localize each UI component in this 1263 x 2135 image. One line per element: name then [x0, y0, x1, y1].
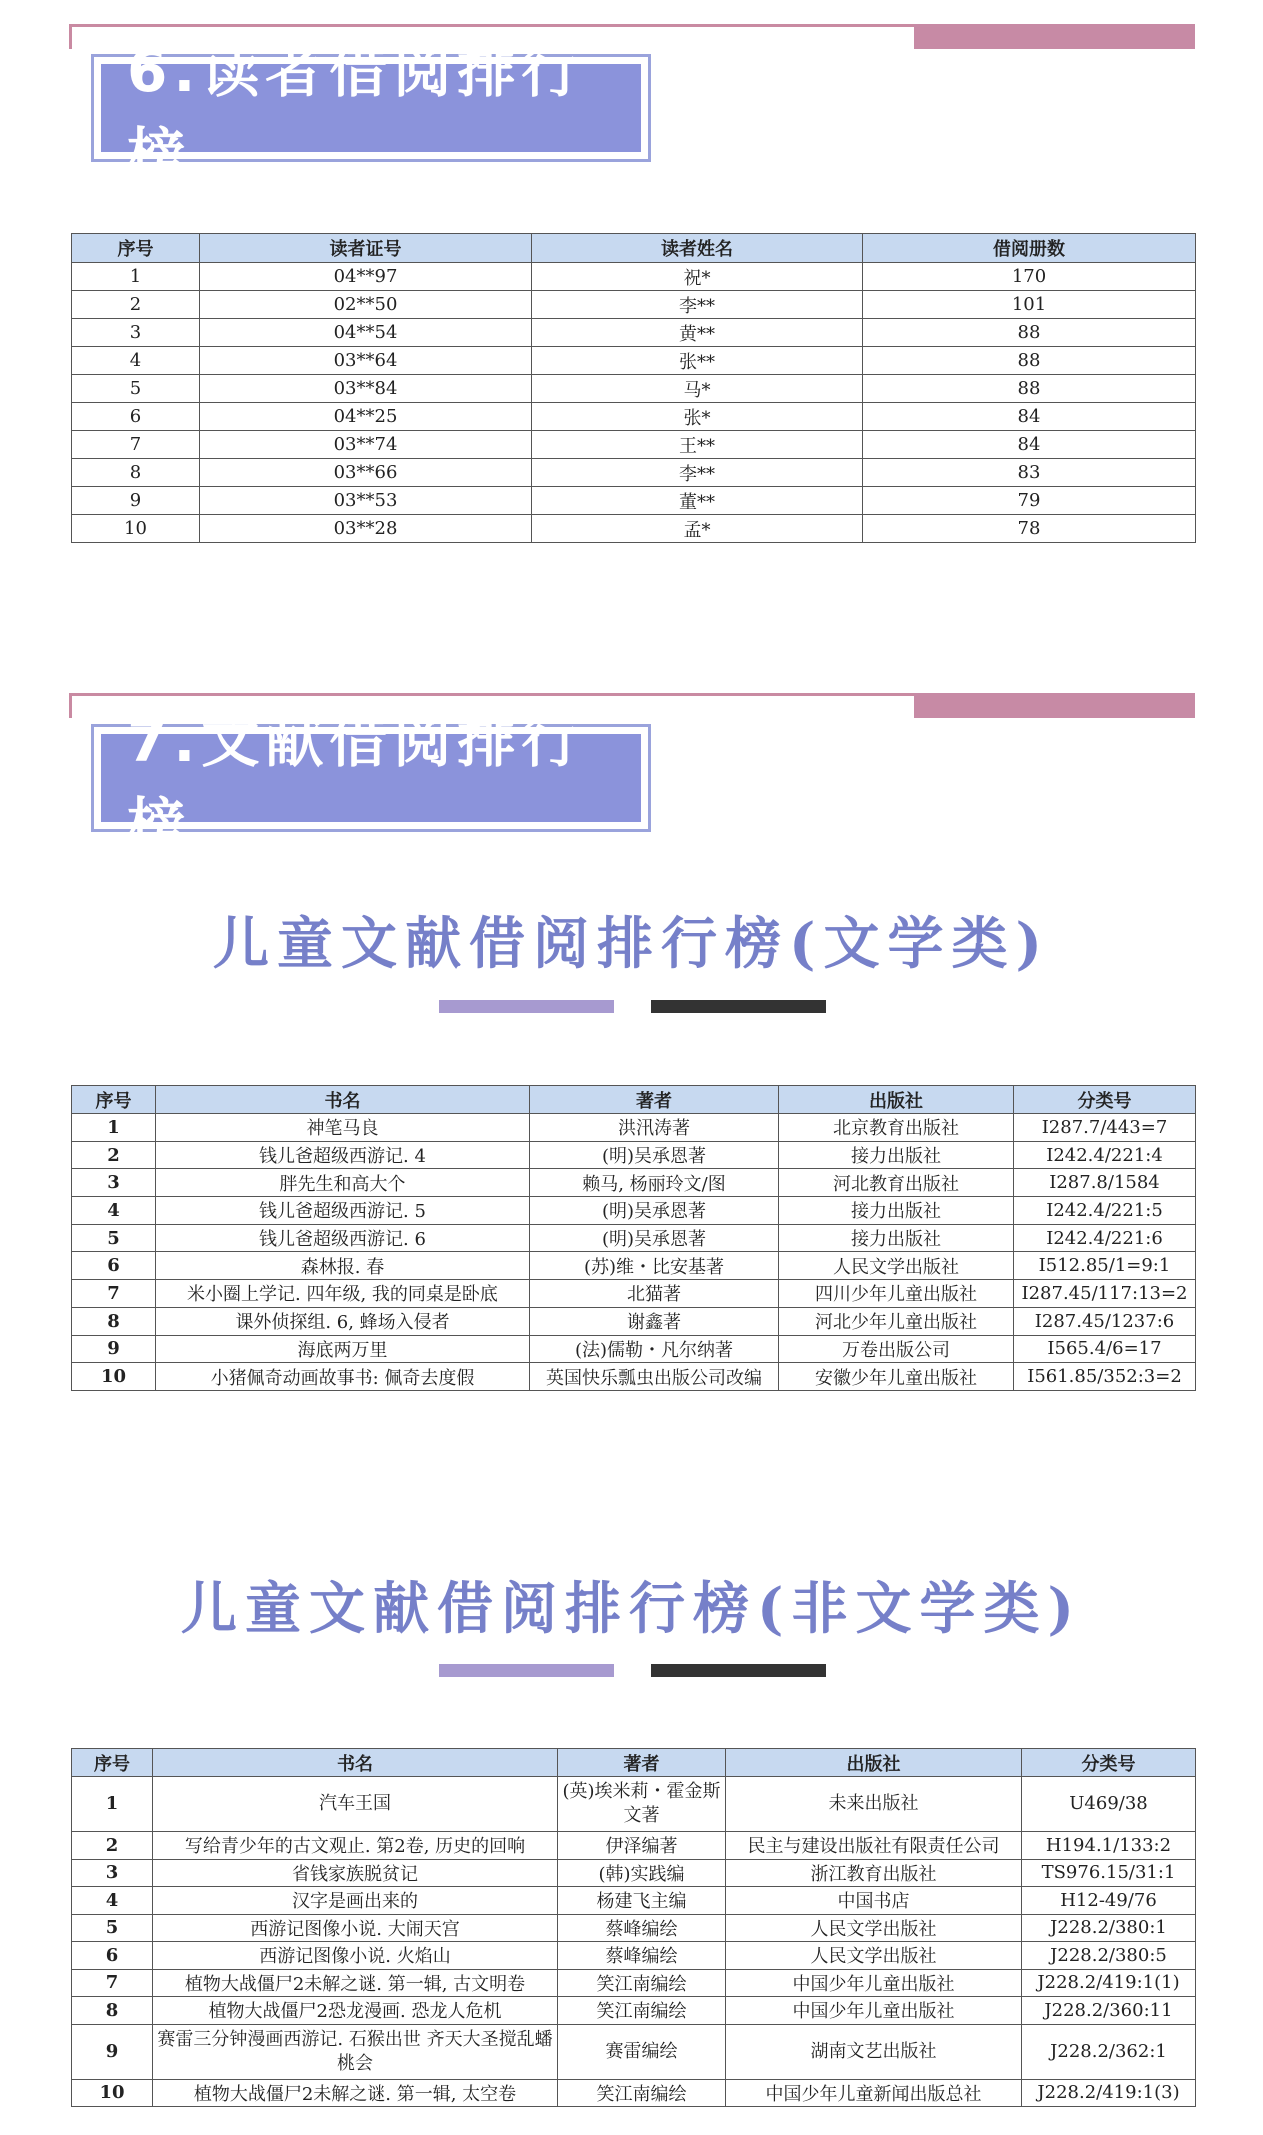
table-cell: 河北教育出版社	[779, 1169, 1014, 1197]
table-cell: H12-49/76	[1022, 1887, 1196, 1915]
table-cell: I287.45/117:13=2	[1014, 1280, 1196, 1308]
table-cell: 2	[72, 1141, 156, 1169]
table-row	[72, 1114, 1196, 1142]
table-row	[72, 291, 1196, 319]
table-row	[72, 1280, 1196, 1308]
table-cell: J228.2/380:5	[1022, 1942, 1196, 1970]
table-cell: 植物大战僵尸2恐龙漫画. 恐龙人危机	[153, 1997, 558, 2025]
table-cell: 张*	[532, 403, 863, 431]
table-row	[72, 1307, 1196, 1335]
table-cell: 钱儿爸超级西游记. 6	[156, 1224, 530, 1252]
table-row	[72, 263, 1196, 291]
table-cell: 4	[72, 1887, 153, 1915]
table-row	[72, 1832, 1196, 1860]
table-cell: 英国快乐瓢虫出版公司改编	[530, 1363, 779, 1391]
table-cell: 北京教育出版社	[779, 1114, 1014, 1142]
table-row	[72, 2024, 1196, 2079]
table-cell: 接力出版社	[779, 1141, 1014, 1169]
table-header-row	[72, 1086, 1196, 1114]
table-cell: 钱儿爸超级西游记. 5	[156, 1197, 530, 1225]
nonliterature-ranking-table	[71, 1748, 1196, 2107]
table-cell: 03**84	[200, 375, 532, 403]
column-header: 读者姓名	[532, 234, 863, 263]
table-row	[72, 403, 1196, 431]
table-cell: 赛雷编绘	[558, 2024, 726, 2079]
table-cell: J228.2/419:1(3)	[1022, 2079, 1196, 2107]
table-cell: 谢鑫著	[530, 1307, 779, 1335]
table-cell: 1	[72, 1114, 156, 1142]
table-cell: 84	[863, 403, 1196, 431]
table-row	[72, 1887, 1196, 1915]
table-cell: 杨建飞主编	[558, 1887, 726, 1915]
table-cell: J228.2/360:11	[1022, 1997, 1196, 2025]
table-cell: J228.2/362:1	[1022, 2024, 1196, 2079]
table-cell: 未来出版社	[726, 1777, 1022, 1832]
table-cell: (法)儒勒・凡尔纳著	[530, 1335, 779, 1363]
column-header: 序号	[72, 234, 200, 263]
column-header: 书名	[156, 1086, 530, 1114]
table-cell: 10	[72, 2079, 153, 2107]
table-cell: 5	[72, 1224, 156, 1252]
table-row	[72, 459, 1196, 487]
table-cell: 8	[72, 1997, 153, 2025]
table-cell: 王**	[532, 431, 863, 459]
table-cell: 蔡峰编绘	[558, 1942, 726, 1970]
table-cell: 西游记图像小说. 大闹天宫	[153, 1914, 558, 1942]
table-header-row	[72, 1749, 1196, 1777]
table-cell: U469/38	[1022, 1777, 1196, 1832]
table-cell: 董**	[532, 487, 863, 515]
table-cell: I512.85/1=9:1	[1014, 1252, 1196, 1280]
table-cell: 88	[863, 375, 1196, 403]
table-cell: 170	[863, 263, 1196, 291]
table-cell: (英)埃米莉・霍金斯文著	[558, 1777, 726, 1832]
table-row	[72, 1335, 1196, 1363]
table-cell: I242.4/221:5	[1014, 1197, 1196, 1225]
table-cell: 课外侦探组. 6, 蜂场入侵者	[156, 1307, 530, 1335]
section-title-readers	[91, 37, 651, 189]
table-row	[72, 431, 1196, 459]
table-cell: 03**74	[200, 431, 532, 459]
table-cell: 植物大战僵尸2未解之谜. 第一辑, 太空卷	[153, 2079, 558, 2107]
table-cell: 笑江南编绘	[558, 2079, 726, 2107]
table-row	[72, 2079, 1196, 2107]
table-cell: 2	[72, 291, 200, 319]
table-cell: 黄**	[532, 319, 863, 347]
table-cell: 蔡峰编绘	[558, 1914, 726, 1942]
column-header: 著者	[558, 1749, 726, 1777]
table-cell: 李**	[532, 291, 863, 319]
table-cell: 写给青少年的古文观止. 第2卷, 历史的回响	[153, 1832, 558, 1860]
table-cell: 9	[72, 1335, 156, 1363]
table-cell: 6	[72, 1942, 153, 1970]
table-cell: 四川少年儿童出版社	[779, 1280, 1014, 1308]
table-cell: (韩)实践编	[558, 1859, 726, 1887]
table-row	[72, 487, 1196, 515]
table-cell: 马*	[532, 375, 863, 403]
table-cell: 赖马, 杨丽玲文/图	[530, 1169, 779, 1197]
section-title-text: 7.文献借阅排行榜	[127, 707, 586, 859]
table-cell: 3	[72, 1859, 153, 1887]
table-cell: 78	[863, 515, 1196, 543]
table-row	[72, 1914, 1196, 1942]
column-header: 序号	[72, 1749, 153, 1777]
table-cell: 笑江南编绘	[558, 1997, 726, 2025]
table-row	[72, 375, 1196, 403]
column-header: 著者	[530, 1086, 779, 1114]
table-cell: I565.4/6=17	[1014, 1335, 1196, 1363]
table-row	[72, 1169, 1196, 1197]
table-row	[72, 1997, 1196, 2025]
table-cell: 汽车王国	[153, 1777, 558, 1832]
literature-ranking-title: 儿童文献借阅排行榜(文学类)	[213, 911, 1050, 977]
table-cell: 笑江南编绘	[558, 1969, 726, 1997]
column-header: 出版社	[726, 1749, 1022, 1777]
table-cell: 小猪佩奇动画故事书: 佩奇去度假	[156, 1363, 530, 1391]
table-cell: 海底两万里	[156, 1335, 530, 1363]
table-cell: I242.4/221:6	[1014, 1224, 1196, 1252]
table-cell: 植物大战僵尸2未解之谜. 第一辑, 古文明卷	[153, 1969, 558, 1997]
table-cell: 河北少年儿童出版社	[779, 1307, 1014, 1335]
section-title-documents	[91, 707, 651, 859]
table-cell: 中国少年儿童出版社	[726, 1997, 1022, 2025]
nonliterature-ranking-title: 儿童文献借阅排行榜(非文学类)	[181, 1576, 1082, 1642]
column-header: 借阅册数	[863, 234, 1196, 263]
literature-ranking-table	[71, 1085, 1196, 1391]
table-cell: I561.85/352:3=2	[1014, 1363, 1196, 1391]
table-cell: 04**97	[200, 263, 532, 291]
table-cell: 83	[863, 459, 1196, 487]
table-cell: 03**66	[200, 459, 532, 487]
table-cell: 钱儿爸超级西游记. 4	[156, 1141, 530, 1169]
table-cell: 森林报. 春	[156, 1252, 530, 1280]
table-cell: 赛雷三分钟漫画西游记. 石猴出世 齐天大圣搅乱蟠桃会	[153, 2024, 558, 2079]
table-row	[72, 1777, 1196, 1832]
table-cell: 2	[72, 1832, 153, 1860]
table-cell: 祝*	[532, 263, 863, 291]
table-cell: 101	[863, 291, 1196, 319]
table-cell: 6	[72, 403, 200, 431]
table-row	[72, 515, 1196, 543]
title-underline-purple	[439, 1664, 614, 1677]
table-cell: 88	[863, 347, 1196, 375]
table-cell: 人民文学出版社	[779, 1252, 1014, 1280]
table-row	[72, 1969, 1196, 1997]
table-cell: 李**	[532, 459, 863, 487]
table-row	[72, 319, 1196, 347]
table-cell: 接力出版社	[779, 1197, 1014, 1225]
table-cell: 孟*	[532, 515, 863, 543]
table-header-row	[72, 234, 1196, 263]
table-cell: 7	[72, 1280, 156, 1308]
table-row	[72, 347, 1196, 375]
table-cell: 9	[72, 487, 200, 515]
table-cell: 浙江教育出版社	[726, 1859, 1022, 1887]
table-cell: 10	[72, 1363, 156, 1391]
table-cell: 1	[72, 263, 200, 291]
table-cell: 8	[72, 1307, 156, 1335]
table-cell: 接力出版社	[779, 1224, 1014, 1252]
column-header: 分类号	[1014, 1086, 1196, 1114]
table-row	[72, 1942, 1196, 1970]
table-cell: 84	[863, 431, 1196, 459]
table-cell: 汉字是画出来的	[153, 1887, 558, 1915]
table-cell: 5	[72, 1914, 153, 1942]
reader-ranking-table	[71, 233, 1196, 543]
table-cell: 7	[72, 1969, 153, 1997]
table-cell: 8	[72, 459, 200, 487]
table-cell: 88	[863, 319, 1196, 347]
table-cell: 伊泽编著	[558, 1832, 726, 1860]
table-cell: 5	[72, 375, 200, 403]
table-cell: 02**50	[200, 291, 532, 319]
table-cell: I287.8/1584	[1014, 1169, 1196, 1197]
table-cell: 人民文学出版社	[726, 1942, 1022, 1970]
table-cell: 张**	[532, 347, 863, 375]
table-cell: (明)吴承恩著	[530, 1141, 779, 1169]
table-row	[72, 1197, 1196, 1225]
column-header: 分类号	[1022, 1749, 1196, 1777]
table-row	[72, 1141, 1196, 1169]
column-header: 序号	[72, 1086, 156, 1114]
table-cell: 省钱家族脱贫记	[153, 1859, 558, 1887]
table-cell: 3	[72, 319, 200, 347]
title-underline-purple	[439, 1000, 614, 1013]
table-cell: 安徽少年儿童出版社	[779, 1363, 1014, 1391]
table-cell: 04**25	[200, 403, 532, 431]
table-cell: 洪汛涛著	[530, 1114, 779, 1142]
table-cell: 北猫著	[530, 1280, 779, 1308]
table-row	[72, 1224, 1196, 1252]
column-header: 出版社	[779, 1086, 1014, 1114]
table-cell: (苏)维・比安基著	[530, 1252, 779, 1280]
table-cell: 6	[72, 1252, 156, 1280]
table-cell: H194.1/133:2	[1022, 1832, 1196, 1860]
table-cell: 米小圈上学记. 四年级, 我的同桌是卧底	[156, 1280, 530, 1308]
table-cell: TS976.15/31:1	[1022, 1859, 1196, 1887]
table-cell: (明)吴承恩著	[530, 1197, 779, 1225]
table-cell: J228.2/380:1	[1022, 1914, 1196, 1942]
title-underline-dark	[651, 1664, 826, 1677]
table-cell: 4	[72, 1197, 156, 1225]
table-cell: 民主与建设出版社有限责任公司	[726, 1832, 1022, 1860]
table-cell: 中国书店	[726, 1887, 1022, 1915]
table-row	[72, 1363, 1196, 1391]
column-header: 读者证号	[200, 234, 532, 263]
table-cell: 神笔马良	[156, 1114, 530, 1142]
table-cell: 湖南文艺出版社	[726, 2024, 1022, 2079]
table-cell: 9	[72, 2024, 153, 2079]
table-cell: 04**54	[200, 319, 532, 347]
table-cell: 1	[72, 1777, 153, 1832]
table-cell: 79	[863, 487, 1196, 515]
table-cell: 中国少年儿童新闻出版总社	[726, 2079, 1022, 2107]
table-cell: I242.4/221:4	[1014, 1141, 1196, 1169]
table-cell: (明)吴承恩著	[530, 1224, 779, 1252]
table-cell: 人民文学出版社	[726, 1914, 1022, 1942]
table-cell: 中国少年儿童出版社	[726, 1969, 1022, 1997]
column-header: 书名	[153, 1749, 558, 1777]
table-cell: 03**53	[200, 487, 532, 515]
table-cell: 4	[72, 347, 200, 375]
table-cell: I287.7/443=7	[1014, 1114, 1196, 1142]
table-cell: 03**64	[200, 347, 532, 375]
table-cell: 03**28	[200, 515, 532, 543]
table-cell: 胖先生和高大个	[156, 1169, 530, 1197]
title-underline-dark	[651, 1000, 826, 1013]
table-cell: I287.45/1237:6	[1014, 1307, 1196, 1335]
section-title-text: 6.读者借阅排行榜	[127, 37, 586, 189]
table-row	[72, 1859, 1196, 1887]
table-cell: 西游记图像小说. 火焰山	[153, 1942, 558, 1970]
table-cell: J228.2/419:1(1)	[1022, 1969, 1196, 1997]
table-cell: 3	[72, 1169, 156, 1197]
table-cell: 万卷出版公司	[779, 1335, 1014, 1363]
table-cell: 10	[72, 515, 200, 543]
table-row	[72, 1252, 1196, 1280]
table-cell: 7	[72, 431, 200, 459]
